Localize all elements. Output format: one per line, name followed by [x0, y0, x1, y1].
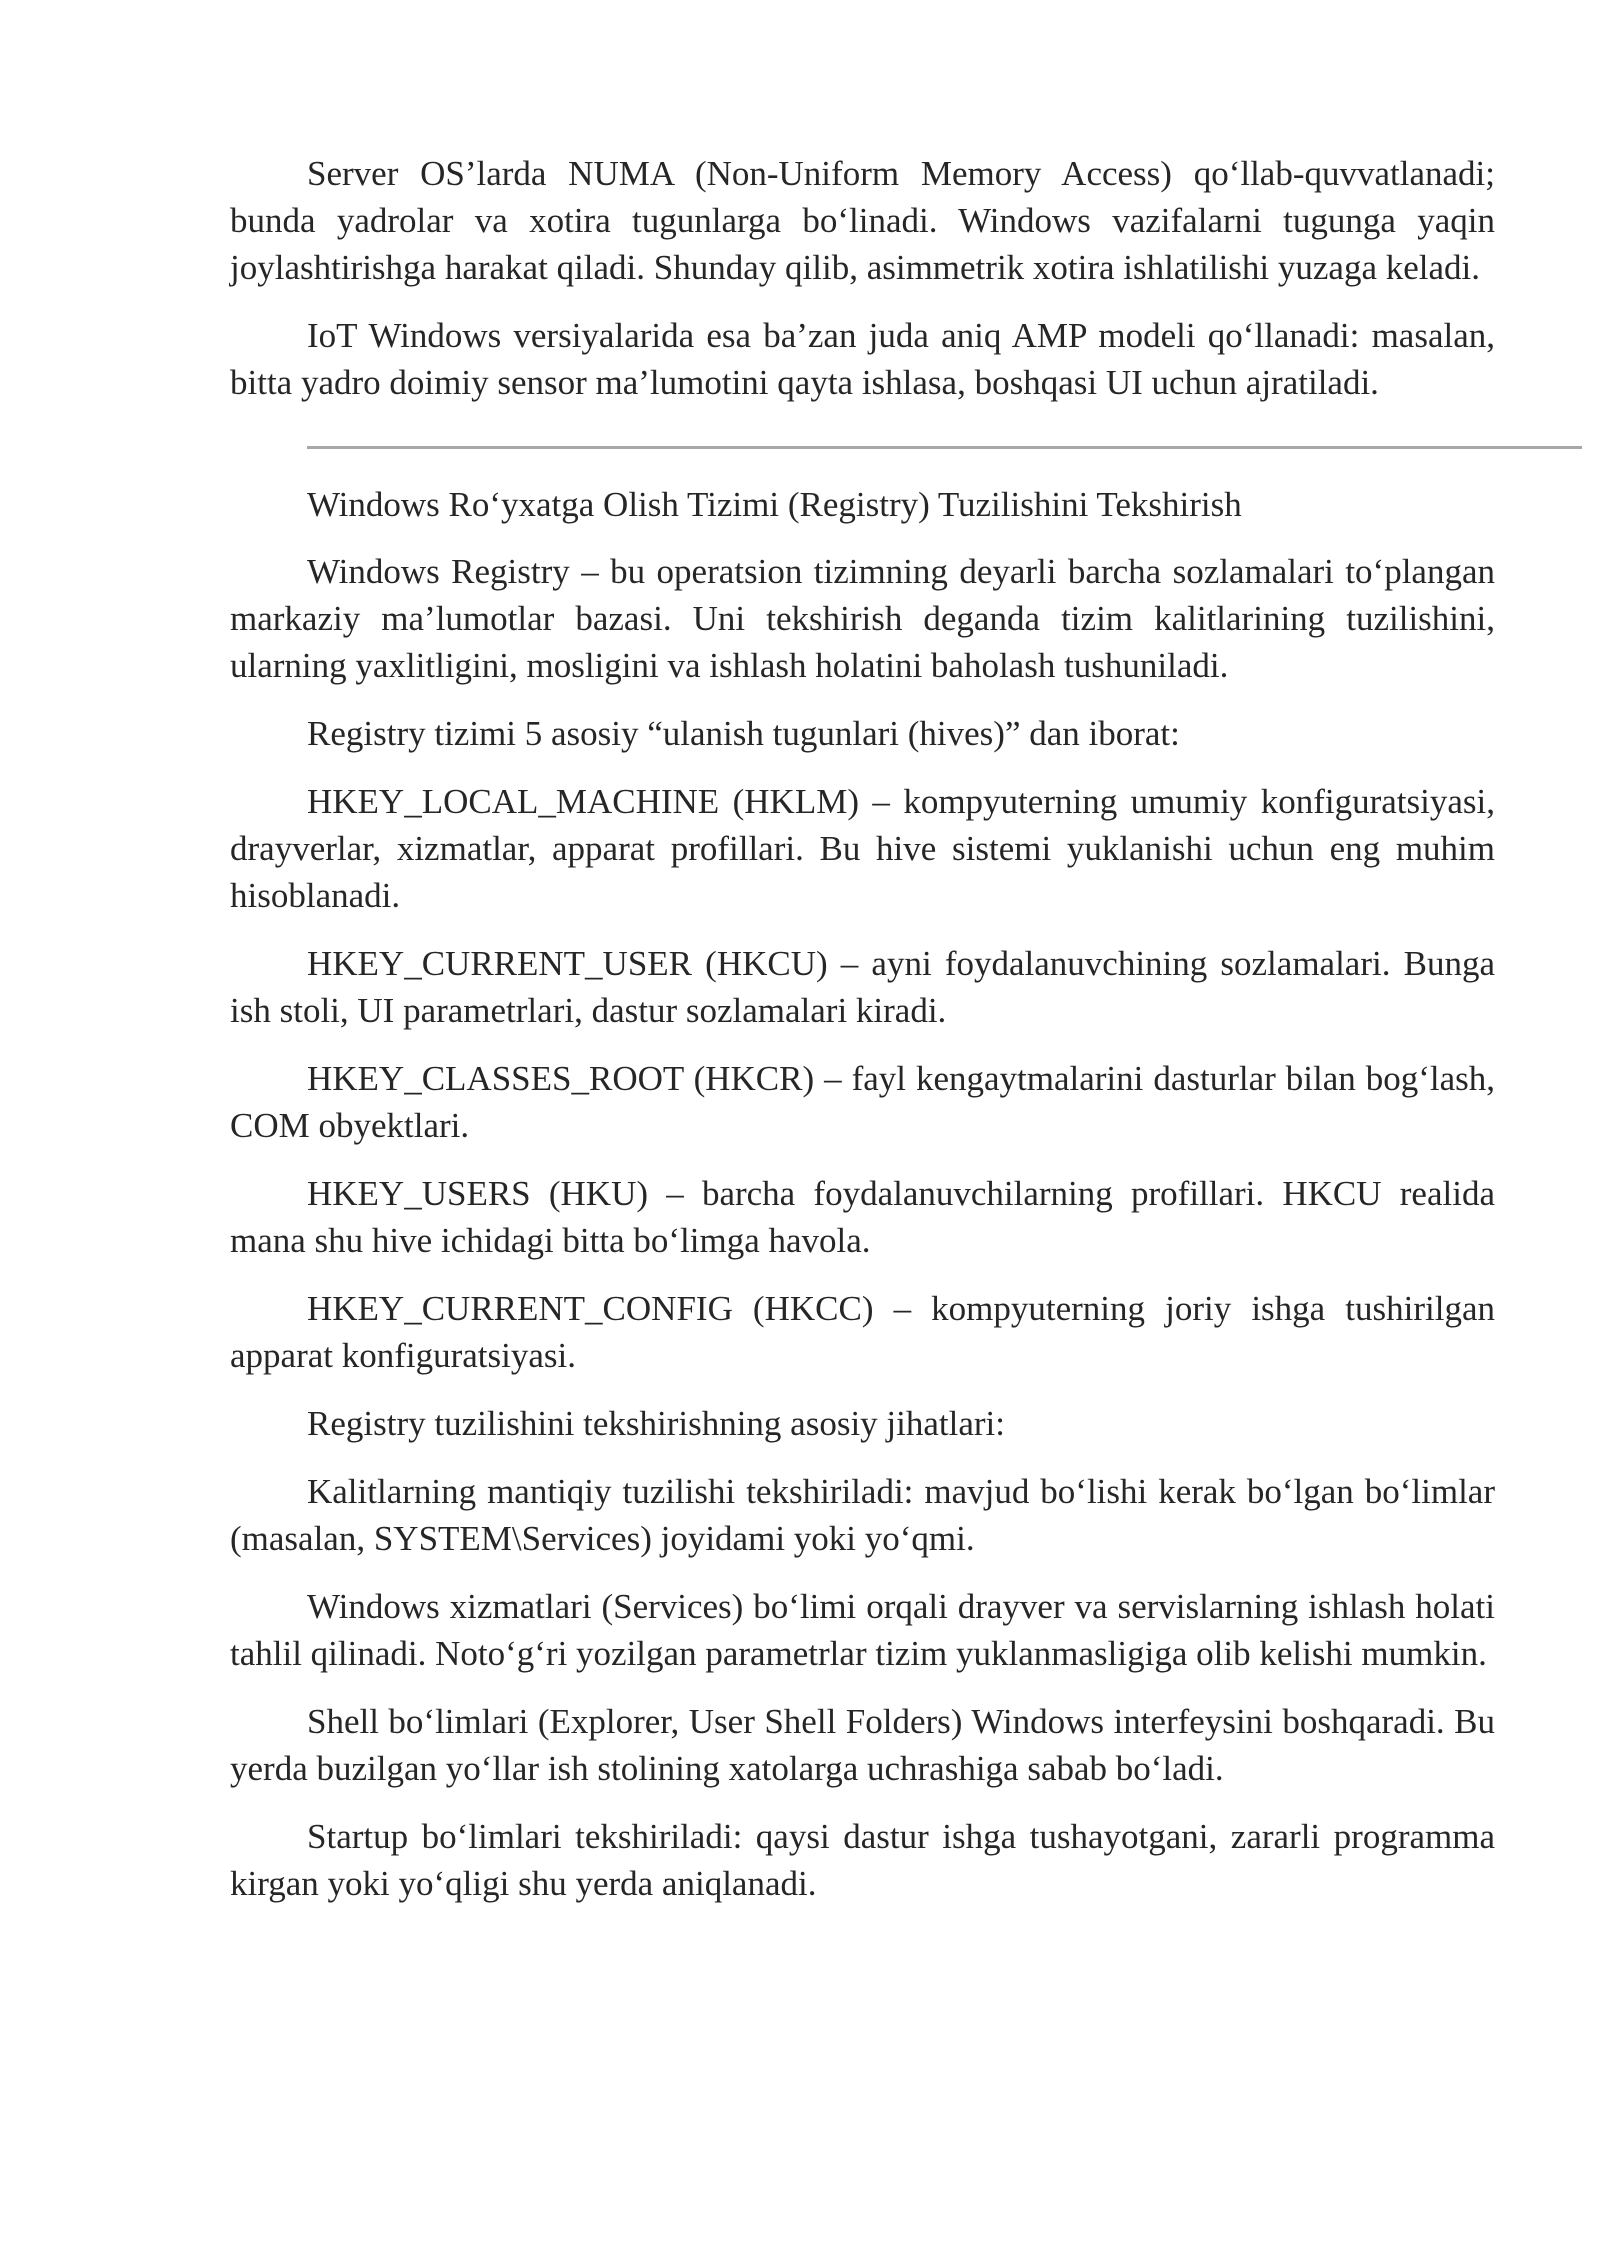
paragraph-iot: IoT Windows versiyalarida esa ba’zan juda aniq AMP modeli qo‘llanadi: masalan, bitta yadro doimiy sensor ma’lumotini qayta ishlasa, boshqasi UI uchun ajratiladi.: [230, 316, 1495, 402]
paragraph-hives-intro: Registry tizimi 5 asosiy “ulanish tugunlari (hives)” dan iborat:: [307, 714, 1180, 753]
document-page: [230, 150, 1495, 1928]
paragraph-shell: Shell bo‘limlari (Explorer, User Shell Folders) Windows interfeysini boshqaradi. Bu yerda buzilgan yo‘llar ish stolining xatolarga uchrashiga sabab bo‘ladi.: [230, 1702, 1495, 1788]
paragraph-hkcr: HKEY_CLASSES_ROOT (HKCR) – fayl kengaytmalarini dasturlar bilan bog‘lash, COM obyektlari.: [230, 1059, 1495, 1145]
paragraph-hkcc: HKEY_CURRENT_CONFIG (HKCC) – kompyuterning joriy ishga tushirilgan apparat konfiguratsiyasi.: [230, 1289, 1495, 1375]
paragraph-hkcu: HKEY_CURRENT_USER (HKCU) – ayni foydalanuvchining sozlamalari. Bunga ish stoli, UI parametrlari, dastur sozlamalari kiradi.: [230, 944, 1495, 1030]
section-divider: [307, 446, 1582, 449]
paragraph-hku: HKEY_USERS (HKU) – barcha foydalanuvchilarning profillari. HKCU realida mana shu hive ichidagi bitta bo‘limga havola.: [230, 1174, 1495, 1260]
paragraph-hklm: HKEY_LOCAL_MACHINE (HKLM) – kompyuterning umumiy konfiguratsiyasi, drayverlar, xizmatlar, apparat profillari. Bu hive sistemi yuklanishi uchun eng muhim hisoblanadi.: [230, 782, 1495, 915]
paragraph-services: Windows xizmatlari (Services) bo‘limi orqali drayver va servislarning ishlash holati tahlil qilinadi. Noto‘g‘ri yozilgan parametrlar tizim yuklanmasligiga olib kelishi mumkin.: [230, 1587, 1495, 1673]
paragraph-keys-structure: Kalitlarning mantiqiy tuzilishi tekshiriladi: mavjud bo‘lishi kerak bo‘lgan bo‘limlar (masalan, SYSTEM\Services) joyidami yoki yo‘qmi.: [230, 1472, 1495, 1558]
paragraph-registry-intro: Windows Registry – bu operatsion tizimning deyarli barcha sozlamalari to‘plangan markaziy ma’lumotlar bazasi. Uni tekshirish deganda tizim kalitlarining tuzilishini, ularning yaxlitligini, mosligini va ishlash holatini baholash tushuniladi.: [230, 552, 1495, 685]
paragraph-numa: Server OS’larda NUMA (Non-Uniform Memory Access) qo‘llab-quvvatlanadi; bunda yadrolar va xotira tugunlarga bo‘linadi. Windows vazifalarni tugunga yaqin joylashtirishga harakat qiladi. Shunday qilib, asimmetrik xotira ishlatilishi yuzaga keladi.: [230, 154, 1495, 287]
paragraph-aspects-intro: Registry tuzilishini tekshirishning asosiy jihatlari:: [307, 1404, 1006, 1443]
paragraph-startup: Startup bo‘limlari tekshiriladi: qaysi dastur ishga tushayotgani, zararli programma kirgan yoki yo‘qligi shu yerda aniqlanadi.: [230, 1817, 1495, 1903]
section-title: Windows Ro‘yxatga Olish Tizimi (Registry) Tuzilishini Tekshirish: [307, 485, 1242, 524]
